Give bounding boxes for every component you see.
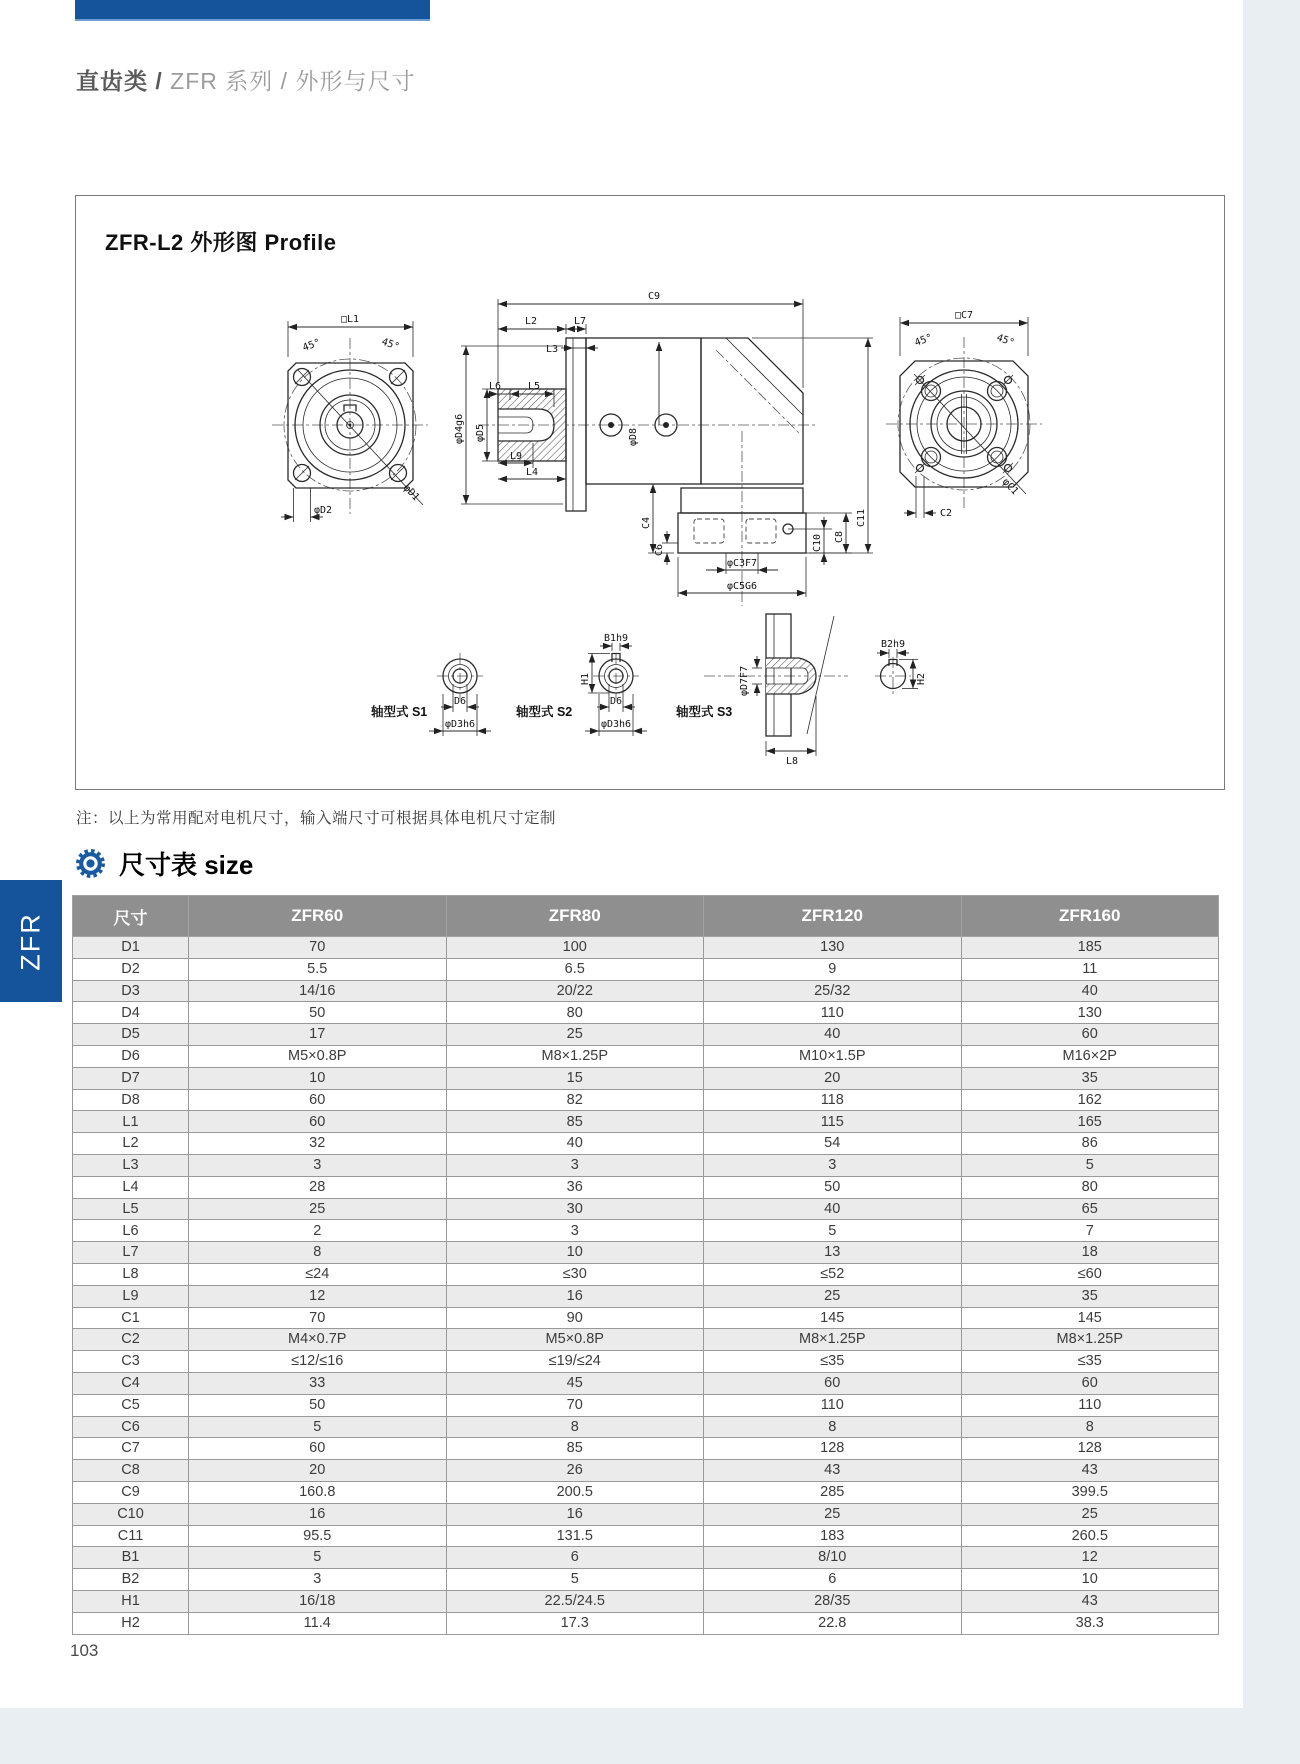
- value-cell: 183: [704, 1525, 962, 1547]
- value-cell: 131.5: [446, 1525, 704, 1547]
- value-cell: 11: [961, 958, 1219, 980]
- value-cell: 43: [704, 1460, 962, 1482]
- dim-label-H1: H1: [580, 672, 591, 685]
- value-cell: 38.3: [961, 1612, 1219, 1634]
- value-cell: 17.3: [446, 1612, 704, 1634]
- header-accent-bar: [75, 0, 430, 21]
- row-header-cell: D8: [73, 1089, 189, 1111]
- note-text: 注：以上为常用配对电机尺寸，输入端尺寸可根据具体电机尺寸定制: [76, 810, 557, 827]
- row-header-cell: L8: [73, 1263, 189, 1285]
- value-cell: M16×2P: [961, 1045, 1219, 1067]
- value-cell: 145: [961, 1307, 1219, 1329]
- value-cell: 162: [961, 1089, 1219, 1111]
- dim-label-L8: L8: [785, 756, 799, 767]
- value-cell: 33: [189, 1372, 447, 1394]
- table-row: [73, 1547, 1219, 1569]
- value-cell: 6: [446, 1547, 704, 1569]
- value-cell: 12: [189, 1285, 447, 1307]
- front-flange-view: [272, 314, 428, 522]
- dim-label-D3: φD3h6: [444, 719, 476, 730]
- value-cell: ≤24: [189, 1263, 447, 1285]
- value-cell: 10: [189, 1067, 447, 1089]
- dim-label-D2: φD2: [314, 505, 333, 516]
- value-cell: 100: [446, 937, 704, 959]
- row-header-cell: D7: [73, 1067, 189, 1089]
- value-cell: 40: [446, 1133, 704, 1155]
- value-cell: 54: [704, 1133, 962, 1155]
- dim-label-angle: 45°: [301, 337, 322, 354]
- dim-label-L9: L9: [509, 451, 523, 462]
- table-row: [73, 1111, 1219, 1133]
- value-cell: 32: [189, 1133, 447, 1155]
- value-cell: 5: [961, 1154, 1219, 1176]
- value-cell: 30: [446, 1198, 704, 1220]
- value-cell: 80: [961, 1176, 1219, 1198]
- value-cell: 185: [961, 937, 1219, 959]
- value-cell: 3: [189, 1154, 447, 1176]
- table-row: [73, 1460, 1219, 1482]
- value-cell: 50: [704, 1176, 962, 1198]
- value-cell: 200.5: [446, 1481, 704, 1503]
- table-row: [73, 1612, 1219, 1634]
- series-side-tab: [0, 880, 62, 1002]
- row-header-cell: L6: [73, 1220, 189, 1242]
- value-cell: 25: [704, 1285, 962, 1307]
- value-cell: 118: [704, 1089, 962, 1111]
- row-header-cell: H1: [73, 1590, 189, 1612]
- table-row: [73, 937, 1219, 959]
- row-header-cell: C9: [73, 1481, 189, 1503]
- value-cell: 60: [961, 1372, 1219, 1394]
- table-row: [73, 1285, 1219, 1307]
- value-cell: 40: [961, 980, 1219, 1002]
- value-cell: 35: [961, 1067, 1219, 1089]
- dim-label-angle: 45°: [994, 332, 1016, 349]
- row-header-cell: C10: [73, 1503, 189, 1525]
- page-margin-right: [1243, 0, 1300, 1764]
- dim-label-L6: L6: [488, 381, 502, 392]
- value-cell: 70: [446, 1394, 704, 1416]
- row-header-cell: L9: [73, 1285, 189, 1307]
- rear-flange-view: [886, 310, 1042, 519]
- table-row: [73, 1525, 1219, 1547]
- value-cell: 8: [704, 1416, 962, 1438]
- value-cell: 399.5: [961, 1481, 1219, 1503]
- table-row: [73, 1481, 1219, 1503]
- gear-icon: [75, 848, 106, 879]
- dim-label-D6: D6: [609, 696, 623, 707]
- value-cell: 9: [704, 958, 962, 980]
- value-cell: 10: [961, 1569, 1219, 1591]
- value-cell: 128: [704, 1438, 962, 1460]
- dim-label-H2: H2: [916, 672, 927, 685]
- page-margin-bottom: [0, 1708, 1300, 1764]
- value-cell: 2: [189, 1220, 447, 1242]
- value-cell: 70: [189, 1307, 447, 1329]
- dim-label-B1: B1h9: [603, 633, 629, 644]
- value-cell: 6.5: [446, 958, 704, 980]
- dim-label-C4: C4: [641, 516, 652, 529]
- row-header-cell: C4: [73, 1372, 189, 1394]
- dim-label-C3: φC3F7: [726, 558, 758, 569]
- value-cell: 110: [961, 1394, 1219, 1416]
- row-header-cell: C5: [73, 1394, 189, 1416]
- row-header-cell: C11: [73, 1525, 189, 1547]
- column-header: ZFR120: [704, 896, 962, 937]
- value-cell: 160.8: [189, 1481, 447, 1503]
- value-cell: 13: [704, 1242, 962, 1264]
- table-row: [73, 1416, 1219, 1438]
- value-cell: 6: [704, 1569, 962, 1591]
- table-row: [73, 980, 1219, 1002]
- series-side-tab-label: ZFR: [15, 911, 46, 971]
- value-cell: M5×0.8P: [446, 1329, 704, 1351]
- value-cell: ≤60: [961, 1263, 1219, 1285]
- value-cell: 25: [189, 1198, 447, 1220]
- side-section-view: [454, 291, 873, 606]
- table-row: [73, 1198, 1219, 1220]
- value-cell: 28/35: [704, 1590, 962, 1612]
- row-header-cell: C1: [73, 1307, 189, 1329]
- dim-label-L3: L3: [545, 344, 559, 355]
- value-cell: 12: [961, 1547, 1219, 1569]
- shaft-type-s1: [370, 653, 491, 736]
- value-cell: 20/22: [446, 980, 704, 1002]
- dim-label-C10: C10: [812, 533, 823, 552]
- value-cell: 25: [961, 1503, 1219, 1525]
- value-cell: 40: [704, 1024, 962, 1046]
- column-header: ZFR60: [189, 896, 447, 937]
- value-cell: 45: [446, 1372, 704, 1394]
- page-number: 103: [70, 1641, 99, 1660]
- row-header-cell: B1: [73, 1547, 189, 1569]
- value-cell: 130: [961, 1002, 1219, 1024]
- value-cell: 16/18: [189, 1590, 447, 1612]
- row-header-cell: D3: [73, 980, 189, 1002]
- table-row: [73, 1067, 1219, 1089]
- value-cell: 11.4: [189, 1612, 447, 1634]
- table-row: [73, 1372, 1219, 1394]
- dim-label-D8: φD8: [628, 427, 639, 446]
- table-row: [73, 1503, 1219, 1525]
- value-cell: 35: [961, 1285, 1219, 1307]
- value-cell: 70: [189, 937, 447, 959]
- row-header-cell: L4: [73, 1176, 189, 1198]
- dim-label-C8: C8: [834, 530, 845, 543]
- value-cell: 25/32: [704, 980, 962, 1002]
- value-cell: M8×1.25P: [704, 1329, 962, 1351]
- value-cell: 40: [704, 1198, 962, 1220]
- row-header-cell: L2: [73, 1133, 189, 1155]
- value-cell: 5: [704, 1220, 962, 1242]
- value-cell: 3: [704, 1154, 962, 1176]
- breadcrumb-category: 直齿类 /: [76, 68, 163, 94]
- value-cell: 115: [704, 1111, 962, 1133]
- column-header: 尺寸: [73, 896, 189, 937]
- value-cell: 26: [446, 1460, 704, 1482]
- dim-label-C5: φC5G6: [726, 581, 758, 592]
- section-header: [75, 845, 253, 882]
- value-cell: 3: [446, 1220, 704, 1242]
- dim-label-C6: C6: [654, 543, 665, 556]
- table-row: [73, 1569, 1219, 1591]
- value-cell: 5: [446, 1569, 704, 1591]
- value-cell: 8/10: [704, 1547, 962, 1569]
- shaft-s2-label: 轴型式 S2: [516, 705, 573, 719]
- table-row: [73, 958, 1219, 980]
- value-cell: M4×0.7P: [189, 1329, 447, 1351]
- dim-label-angle: 45°: [379, 336, 401, 353]
- dim-label-D3: φD3h6: [600, 719, 632, 730]
- dim-label-D4: φD4g6: [454, 413, 465, 444]
- value-cell: 16: [446, 1503, 704, 1525]
- value-cell: M5×0.8P: [189, 1045, 447, 1067]
- dim-label-C9: C9: [647, 291, 661, 302]
- dim-label-D7: φD7F7: [739, 665, 750, 696]
- row-header-cell: D6: [73, 1045, 189, 1067]
- value-cell: 14/16: [189, 980, 447, 1002]
- value-cell: 82: [446, 1089, 704, 1111]
- value-cell: 260.5: [961, 1525, 1219, 1547]
- value-cell: 36: [446, 1176, 704, 1198]
- table-row: [73, 1394, 1219, 1416]
- table-row: [73, 1176, 1219, 1198]
- row-header-cell: C6: [73, 1416, 189, 1438]
- value-cell: 60: [189, 1089, 447, 1111]
- value-cell: ≤19/≤24: [446, 1351, 704, 1373]
- column-header: ZFR80: [446, 896, 704, 937]
- value-cell: 50: [189, 1002, 447, 1024]
- value-cell: 110: [704, 1394, 962, 1416]
- dim-label-D1: φD1: [400, 482, 422, 504]
- row-header-cell: L1: [73, 1111, 189, 1133]
- table-row: [73, 1089, 1219, 1111]
- column-header: ZFR160: [961, 896, 1219, 937]
- dim-label-D5: φD5: [475, 423, 486, 442]
- value-cell: 80: [446, 1002, 704, 1024]
- value-cell: 50: [189, 1394, 447, 1416]
- value-cell: 16: [189, 1503, 447, 1525]
- dim-label-C2: C2: [940, 508, 953, 519]
- value-cell: 17: [189, 1024, 447, 1046]
- value-cell: 110: [704, 1002, 962, 1024]
- table-row: [73, 1242, 1219, 1264]
- dim-label-angle: 45°: [913, 332, 934, 349]
- value-cell: 5: [189, 1547, 447, 1569]
- value-cell: ≤35: [704, 1351, 962, 1373]
- breadcrumb: [76, 63, 415, 96]
- table-row: [73, 1045, 1219, 1067]
- value-cell: 95.5: [189, 1525, 447, 1547]
- value-cell: 5: [189, 1416, 447, 1438]
- value-cell: 25: [446, 1024, 704, 1046]
- section-title: 尺寸表 size: [119, 850, 254, 880]
- value-cell: ≤52: [704, 1263, 962, 1285]
- row-header-cell: D2: [73, 958, 189, 980]
- value-cell: 8: [446, 1416, 704, 1438]
- value-cell: 60: [189, 1438, 447, 1460]
- size-table: [72, 895, 1219, 1635]
- shaft-type-s2: [515, 633, 647, 736]
- dim-label-L5: L5: [527, 381, 541, 392]
- row-header-cell: D1: [73, 937, 189, 959]
- value-cell: 165: [961, 1111, 1219, 1133]
- row-header-cell: D5: [73, 1024, 189, 1046]
- value-cell: 5.5: [189, 958, 447, 980]
- value-cell: 60: [189, 1111, 447, 1133]
- row-header-cell: L3: [73, 1154, 189, 1176]
- dim-label-C1: φC1: [999, 476, 1021, 498]
- row-header-cell: C7: [73, 1438, 189, 1460]
- value-cell: 7: [961, 1220, 1219, 1242]
- table-row: [73, 1002, 1219, 1024]
- shaft-s1-label: 轴型式 S1: [371, 705, 428, 719]
- technical-drawing: [76, 196, 1224, 789]
- value-cell: 10: [446, 1242, 704, 1264]
- value-cell: 8: [189, 1242, 447, 1264]
- dim-label-L2: L2: [524, 316, 538, 327]
- dim-label-L1: □L1: [340, 314, 360, 325]
- table-row: [73, 1307, 1219, 1329]
- value-cell: 43: [961, 1590, 1219, 1612]
- value-cell: 145: [704, 1307, 962, 1329]
- value-cell: ≤12/≤16: [189, 1351, 447, 1373]
- table-row: [73, 1351, 1219, 1373]
- value-cell: 3: [446, 1154, 704, 1176]
- row-header-cell: D4: [73, 1002, 189, 1024]
- value-cell: 15: [446, 1067, 704, 1089]
- dim-label-D6: D6: [453, 696, 467, 707]
- value-cell: M10×1.5P: [704, 1045, 962, 1067]
- row-header-cell: C3: [73, 1351, 189, 1373]
- value-cell: 43: [961, 1460, 1219, 1482]
- value-cell: M8×1.25P: [961, 1329, 1219, 1351]
- profile-drawing-panel: [75, 195, 1225, 790]
- value-cell: 85: [446, 1438, 704, 1460]
- row-header-cell: B2: [73, 1569, 189, 1591]
- value-cell: 65: [961, 1198, 1219, 1220]
- value-cell: 16: [446, 1285, 704, 1307]
- value-cell: 285: [704, 1481, 962, 1503]
- shaft-s3-label: 轴型式 S3: [676, 705, 733, 719]
- dim-label-C7: □C7: [954, 310, 974, 321]
- row-header-cell: C8: [73, 1460, 189, 1482]
- value-cell: 18: [961, 1242, 1219, 1264]
- dim-label-C11: C11: [856, 508, 867, 527]
- table-row: [73, 1133, 1219, 1155]
- table-row: [73, 1220, 1219, 1242]
- row-header-cell: C2: [73, 1329, 189, 1351]
- profile-title: ZFR-L2 外形图 Profile: [105, 230, 337, 255]
- shaft-type-s3: [675, 614, 927, 767]
- table-row: [73, 1329, 1219, 1351]
- value-cell: 28: [189, 1176, 447, 1198]
- value-cell: 22.5/24.5: [446, 1590, 704, 1612]
- table-row: [73, 1590, 1219, 1612]
- value-cell: M8×1.25P: [446, 1045, 704, 1067]
- value-cell: 90: [446, 1307, 704, 1329]
- value-cell: 86: [961, 1133, 1219, 1155]
- value-cell: 130: [704, 937, 962, 959]
- value-cell: ≤30: [446, 1263, 704, 1285]
- value-cell: 60: [961, 1024, 1219, 1046]
- value-cell: 85: [446, 1111, 704, 1133]
- table-row: [73, 1438, 1219, 1460]
- value-cell: 20: [704, 1067, 962, 1089]
- dim-label-B2: B2h9: [880, 639, 906, 650]
- value-cell: ≤35: [961, 1351, 1219, 1373]
- value-cell: 60: [704, 1372, 962, 1394]
- table-row: [73, 1024, 1219, 1046]
- table-row: [73, 1154, 1219, 1176]
- value-cell: 8: [961, 1416, 1219, 1438]
- value-cell: 25: [704, 1503, 962, 1525]
- dim-label-L7: L7: [573, 316, 587, 327]
- value-cell: 128: [961, 1438, 1219, 1460]
- dim-label-L4: L4: [525, 467, 539, 478]
- value-cell: 20: [189, 1460, 447, 1482]
- table-row: [73, 1263, 1219, 1285]
- breadcrumb-rest: ZFR 系列 / 外形与尺寸: [162, 68, 416, 94]
- value-cell: 22.8: [704, 1612, 962, 1634]
- row-header-cell: H2: [73, 1612, 189, 1634]
- row-header-cell: L5: [73, 1198, 189, 1220]
- row-header-cell: L7: [73, 1242, 189, 1264]
- value-cell: 3: [189, 1569, 447, 1591]
